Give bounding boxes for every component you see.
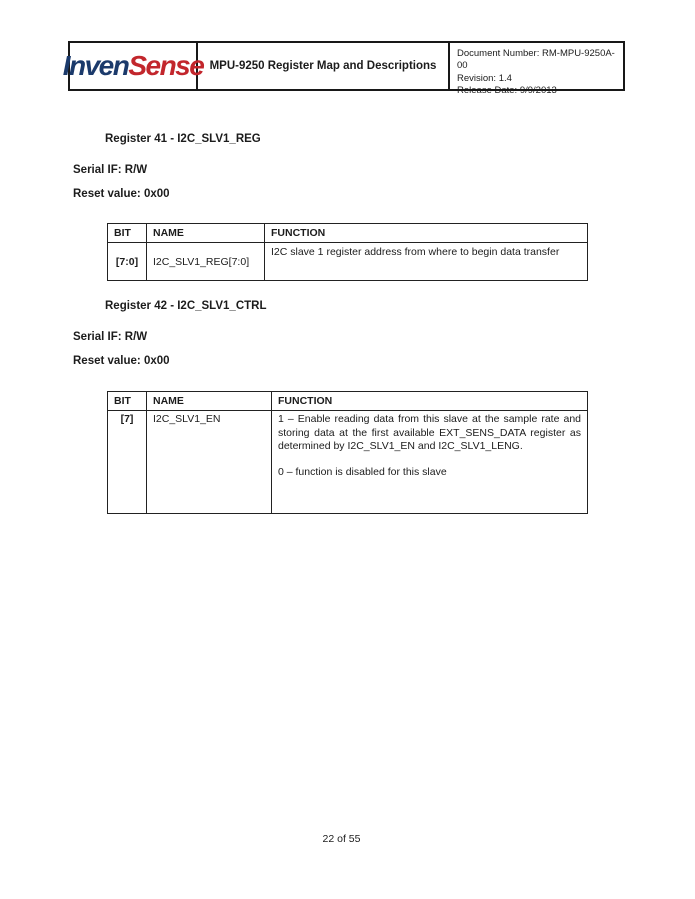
column-header-name: NAME [147, 392, 272, 411]
document-release-date: Release Date: 9/9/2013 [457, 85, 557, 97]
document-info-box [450, 43, 623, 97]
logo-cell [62, 43, 204, 89]
column-header-function: FUNCTION [272, 392, 588, 411]
name-cell: I2C_SLV1_REG[7:0] [147, 243, 265, 281]
function-text-enable: 1 – Enable reading data from this slave at the sample rate and storing data at the first available EXT_SENS_DATA register as determined by I2C_SLV1_EN and I2C_SLV1_LENG. [278, 413, 581, 453]
name-cell: I2C_SLV1_EN [147, 411, 272, 514]
bit-cell: [7] [108, 411, 147, 514]
page-number: 22 of 55 [322, 833, 361, 845]
table-header-row [108, 224, 588, 243]
register-41-heading: Register 41 - I2C_SLV1_REG [105, 133, 261, 145]
register-42-heading: Register 42 - I2C_SLV1_CTRL [105, 300, 267, 312]
reset-value-label-2: Reset value: 0x00 [73, 355, 170, 367]
reset-value-label-1: Reset value: 0x00 [73, 188, 170, 200]
table-row [108, 243, 588, 281]
table-header-row [108, 392, 588, 411]
column-header-name: NAME [147, 224, 265, 243]
column-header-function: FUNCTION [265, 224, 588, 243]
register-42-table [107, 391, 588, 514]
document-number: Document Number: RM-MPU-9250A-00 [457, 48, 615, 72]
function-text-disable: 0 – function is disabled for this slave [278, 465, 447, 478]
serial-if-label-1: Serial IF: R/W [73, 164, 148, 176]
function-cell [272, 411, 588, 514]
serial-if-label-2: Serial IF: R/W [73, 331, 148, 343]
document-revision: Revision: 1.4 [457, 72, 512, 84]
column-header-bit: BIT [108, 392, 147, 411]
document-title: MPU-9250 Register Map and Descriptions [198, 43, 450, 89]
logo-text-sense: Sense [128, 50, 204, 81]
function-text: I2C slave 1 register address from where to begin data transfer [271, 246, 560, 258]
bit-cell: [7:0] [108, 243, 147, 281]
logo-text-inven: Inven [62, 50, 129, 81]
document-header [62, 41, 625, 97]
table-row [108, 411, 588, 514]
register-41-table [107, 223, 588, 281]
invensense-logo [63, 50, 204, 82]
column-header-bit: BIT [108, 224, 147, 243]
function-cell [265, 243, 588, 281]
